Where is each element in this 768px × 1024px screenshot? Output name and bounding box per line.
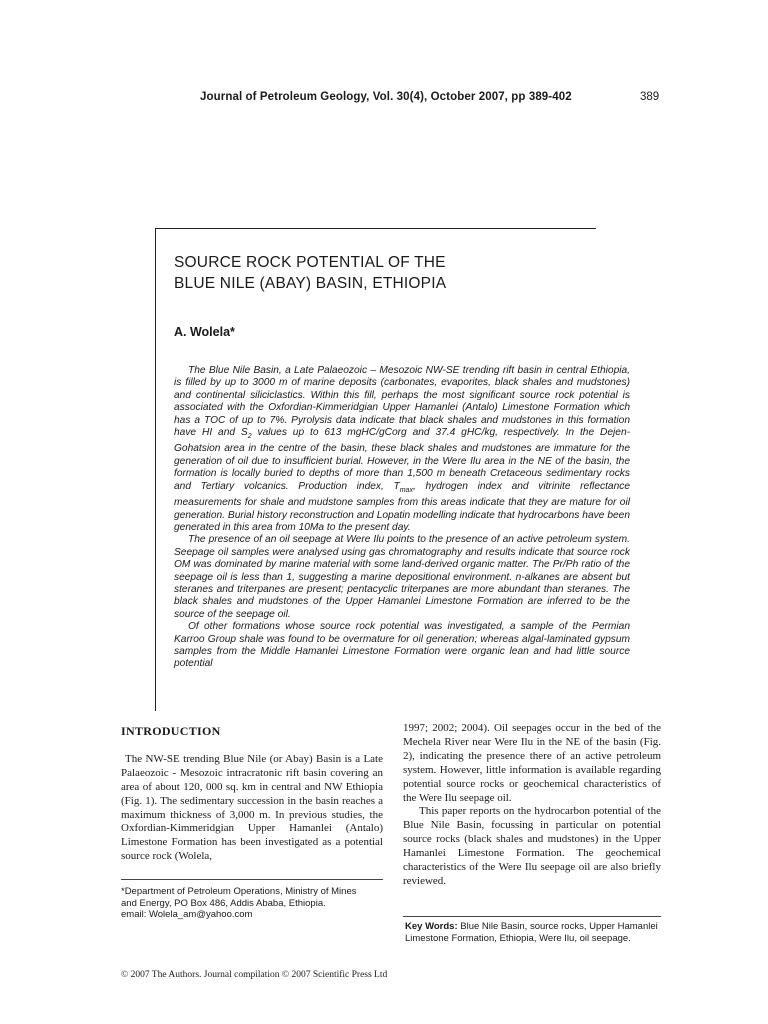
abstract-s2-subscript: 2 bbox=[247, 433, 252, 441]
author-affiliation-footnote bbox=[121, 886, 391, 921]
introduction-paragraph-1: The NW-SE trending Blue Nile (or Abay) Basin is a Late Palaeozoic - Mesozoic intracratonic rift basin covering an area of about 120, 000 sq. km in central and NW Ethiopia (Fig. 1). The sedimentary succession in the basin reaches a maximum thickness of 3,000 m. In previous studies, the Oxfordian-Kimmeridgian Upper Hamanlei (Antalo) Limestone Formation has been investigated as a potential source rock (Wolela, bbox=[121, 752, 383, 863]
keywords bbox=[405, 921, 661, 945]
introduction-paragraph-2: 1997; 2002; 2004). Oil seepages occur in the bed of the Mechela River near Were Ilu in the NE of the basin (Fig. 2), indicating the presence there of an active petroleum system. However, little information is available regarding potential source rocks or geochemical characteristics of the Were Ilu seepage oil. bbox=[403, 722, 661, 804]
page-number: 389 bbox=[640, 91, 660, 103]
left-column bbox=[121, 725, 383, 864]
keywords-text: Blue Nile Basin, source rocks, Upper Hamanlei Limestone Formation, Ethiopia, Were Ilu, oil seepage. bbox=[405, 921, 658, 944]
article-title-line-2: BLUE NILE (ABAY) BASIN, ETHIOPIA bbox=[174, 275, 447, 292]
copyright-footer: © 2007 The Authors. Journal compilation © 2007 Scientific Press Ltd bbox=[121, 970, 388, 980]
footnote-line-2: and Energy, PO Box 486, Addis Ababa, Ethiopia. bbox=[121, 897, 326, 909]
abstract-p1d-text: , hydrogen index and vitrinite reflectance measurements for shale and mudstone samples from this areas indicate that they are mature for oil generation. Burial history reconstruction and Lopatin modelling indicate that hydrocarbons have been generated in this area from 10Ma to the present day. bbox=[174, 480, 630, 533]
right-column bbox=[403, 722, 661, 889]
title-frame-top-rule bbox=[155, 228, 596, 229]
abstract-p1-text: The Blue Nile Basin, a Late Palaeozoic – Mesozoic NW-SE trending rift basin in central Ethiopia, is filled by up to 3000 m of marine deposits (carbonates, evaporites, black shales and mudstones) and continental siliciclastics. Within this fill, perhaps the most significant source rock potential is associated with the Oxfordian-Kimmeridgian Upper Hamanlei (Antalo) Limestone Formation which has a TOC of up to 7%. Pyrolysis data indicate that black shales and mudstones in this formation have HI and S bbox=[174, 365, 630, 439]
footnote-rule bbox=[121, 879, 383, 880]
footnote-email: email: Wolela_am@yahoo.com bbox=[121, 909, 253, 920]
abstract-paragraph-1 bbox=[174, 365, 630, 534]
keywords-rule bbox=[403, 916, 661, 917]
abstract-tmax-subscript: max bbox=[399, 486, 413, 494]
abstract-paragraph-3: Of other formations whose source rock potential was investigated, a sample of the Permian Karroo Group shale was found to be overmature for oil generation; whereas algal-laminated gypsum samples from the Middle Hamanlei Limestone Formation were organic lean and had little source potential bbox=[174, 621, 630, 670]
title-frame-left-rule bbox=[155, 228, 156, 711]
author-name: A. Wolela* bbox=[174, 325, 235, 339]
abstract bbox=[174, 365, 630, 671]
abstract-p1b-text: values up to 613 mgHC/gCorg and 37.4 gHC/kg, respectively. In the Dejen-Gohatsion area in the centre of the basin, these black shales and mudstones are immature for the generation of oil due to insufficient burial. However, in the Were Ilu area in the NE of the basin, the formation is locally buried to depths of more than 1,500 m beneath Cretaceous sedimentary rocks and Tertiary volcanics. Production index, T bbox=[174, 427, 630, 492]
journal-citation: Journal of Petroleum Geology, Vol. 30(4), October 2007, pp 389-402 bbox=[200, 91, 572, 103]
introduction-heading: INTRODUCTION bbox=[121, 724, 221, 738]
footnote-line-1: *Department of Petroleum Operations, Ministry of Mines bbox=[121, 886, 357, 897]
article-title-line-1: SOURCE ROCK POTENTIAL OF THE bbox=[174, 254, 446, 271]
article-title bbox=[174, 252, 446, 294]
keywords-label: Key Words: bbox=[405, 921, 458, 932]
abstract-paragraph-2: The presence of an oil seepage at Were Ilu points to the presence of an active petroleum system. Seepage oil samples were analysed using gas chromatography and results indicate that source rock OM was dominated by marine material with some land-derived organic matter. The Pr/Ph ratio of the seepage oil is less than 1, suggesting a marine depositional environment. n-alkanes are absent but steranes and triterpanes are present; pentacyclic triterpanes are more abundant than steranes. The black shales and mudstones of the Upper Hamanlei Limestone Formation are inferred to be the source of the seepage oil. bbox=[174, 534, 630, 620]
introduction-paragraph-3: This paper reports on the hydrocarbon potential of the Blue Nile Basin, focussing in particular on potential source rocks (black shales and mudstones) in the Upper Hamanlei Limestone Formation. The geochemical characteristics of the Were Ilu seepage oil are also briefly reviewed. bbox=[403, 805, 661, 887]
